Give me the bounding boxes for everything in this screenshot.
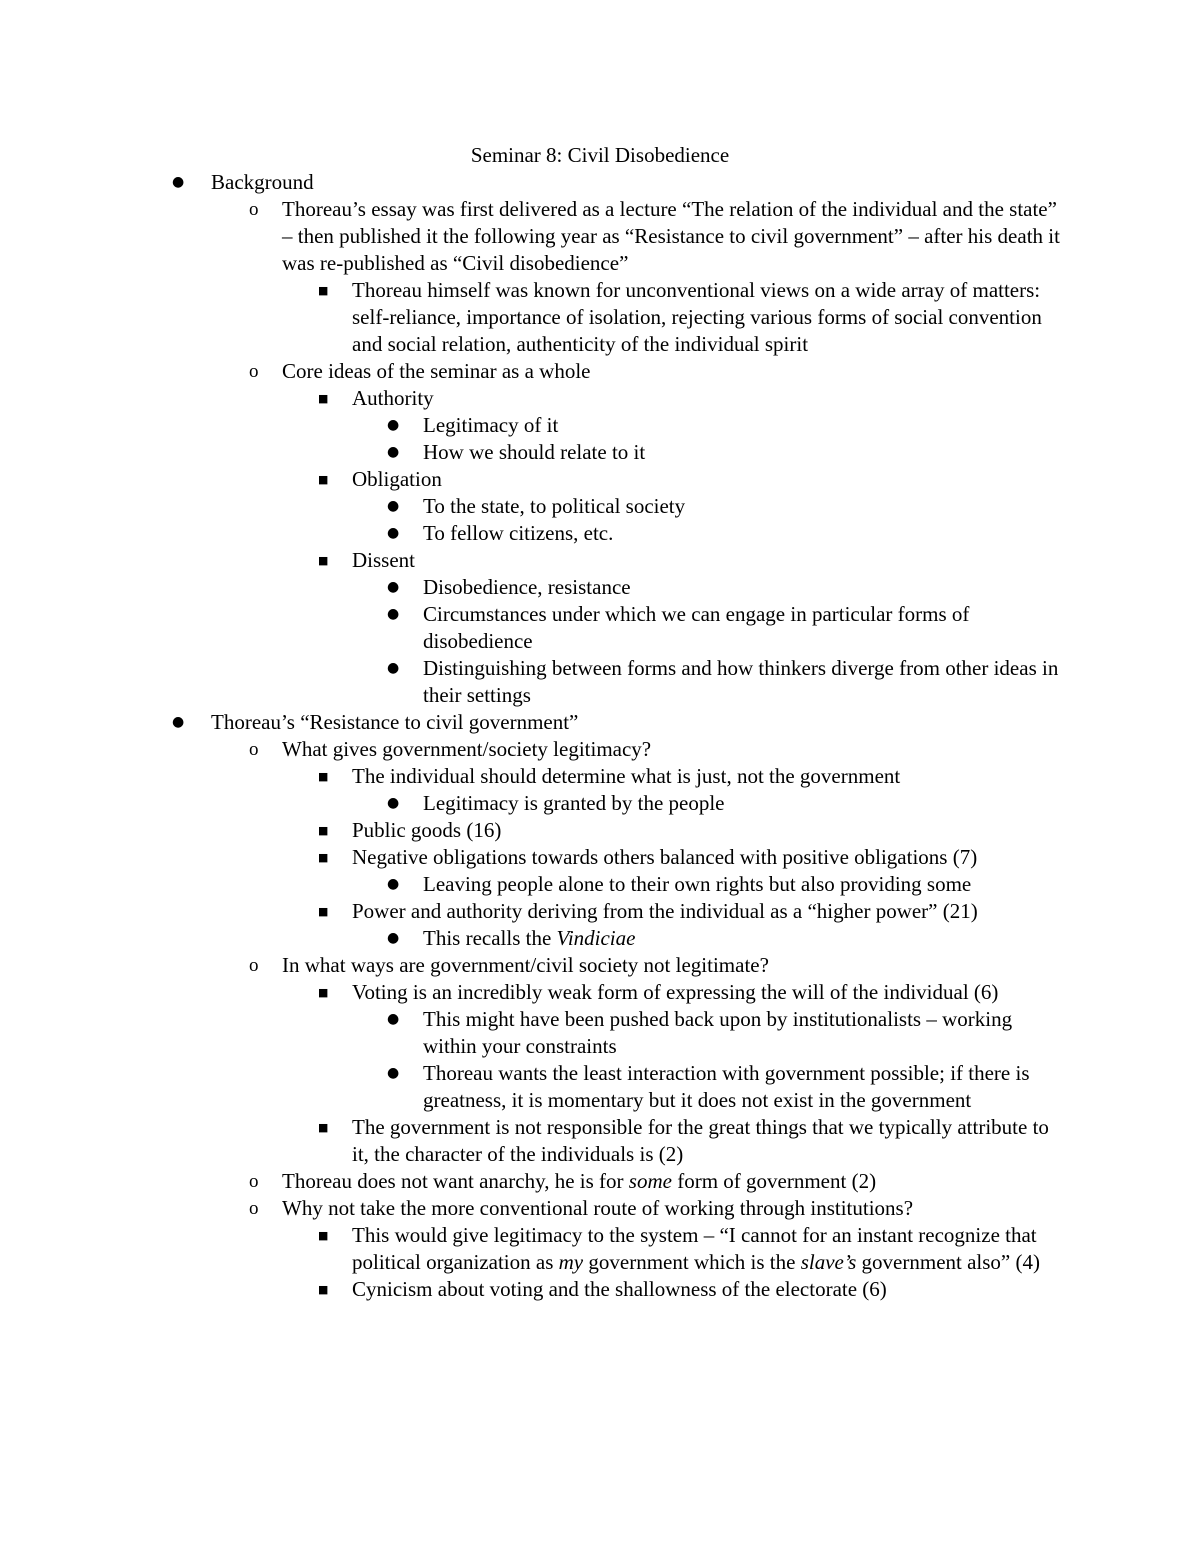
- item-text: Distinguishing between forms and how thinkers diverge from other ideas in their settings: [423, 656, 1059, 707]
- outline-subitem: [0, 574, 1200, 601]
- outline-list: [0, 169, 1200, 1303]
- item-text: The individual should determine what is just, not the government: [352, 764, 901, 788]
- text-run: This would give legitimacy to the system – “I cannot for an instant recognize that political organization as: [352, 1223, 1037, 1274]
- outline-subitem: [0, 1276, 1200, 1303]
- outline-subitem: [0, 412, 1200, 439]
- text-run: This recalls the: [423, 926, 557, 950]
- text-run: Thoreau does not want anarchy, he is for: [282, 1169, 629, 1193]
- bullet-icon: ●: [387, 417, 400, 433]
- circle-bullet-icon: o: [249, 1171, 259, 1192]
- square-bullet-icon: ■: [318, 473, 329, 486]
- bullet-icon: ●: [387, 795, 400, 811]
- item-text: Thoreau’s “Resistance to civil government”: [211, 710, 579, 734]
- square-bullet-icon: ■: [318, 554, 329, 567]
- outline-subitem: [0, 979, 1200, 1114]
- square-bullet-icon: ■: [318, 284, 329, 297]
- bullet-icon: ●: [387, 930, 400, 946]
- document-title: Seminar 8: Civil Disobedience: [470, 143, 730, 167]
- italic-text: slave’s: [800, 1250, 857, 1274]
- outline-subitem: [0, 196, 1200, 358]
- outline-subitem: [0, 1060, 1200, 1114]
- outline-subitem: [0, 1114, 1200, 1168]
- bullet-icon: ●: [387, 660, 400, 676]
- item-text: Thoreau’s essay was first delivered as a lecture “The relation of the individual and the state” – then published it the following year as “Resistance to civil government” – after his death it was re-published as “Civil disobedience”: [282, 197, 1060, 275]
- outline-subitem: [0, 817, 1200, 844]
- bullet-icon: ●: [387, 498, 400, 514]
- outline-subitem: [0, 925, 1200, 952]
- circle-bullet-icon: o: [249, 199, 259, 220]
- outline-subitem: [0, 1222, 1200, 1276]
- italic-text: Vindiciae: [556, 926, 636, 950]
- text-run: government also” (4): [856, 1250, 1040, 1274]
- outline-subitem: [0, 871, 1200, 898]
- square-bullet-icon: ■: [318, 986, 329, 999]
- italic-text: some: [628, 1169, 672, 1193]
- outline-subitem: [0, 601, 1200, 655]
- outline-subitem: [0, 898, 1200, 952]
- outline-subitem: [0, 736, 1200, 952]
- outline-subitem: [0, 790, 1200, 817]
- bullet-icon: ●: [172, 714, 185, 730]
- item-text: [352, 1222, 1062, 1276]
- item-text: In what ways are government/civil society not legitimate?: [282, 953, 769, 977]
- item-text: Authority: [352, 386, 434, 410]
- outline-subitem: [0, 277, 1200, 358]
- item-text: Circumstances under which we can engage in particular forms of disobedience: [423, 602, 970, 653]
- bullet-icon: ●: [387, 606, 400, 622]
- outline-subitem: [0, 1006, 1200, 1060]
- circle-bullet-icon: o: [249, 1198, 259, 1219]
- item-text: Leaving people alone to their own rights but also providing some: [423, 872, 972, 896]
- outline-item-resistance: [0, 709, 1200, 1303]
- item-text: [423, 925, 1063, 952]
- item-text: The government is not responsible for the great things that we typically attribute to it, the character of the individuals is (2): [352, 1115, 1049, 1166]
- bullet-icon: ●: [387, 525, 400, 541]
- item-text: Core ideas of the seminar as a whole: [282, 359, 591, 383]
- item-text: Negative obligations towards others balanced with positive obligations (7): [352, 845, 978, 869]
- item-text: How we should relate to it: [423, 440, 646, 464]
- item-text: Voting is an incredibly weak form of expressing the will of the individual (6): [352, 980, 999, 1004]
- outline-subitem: [0, 547, 1200, 709]
- outline-subitem: [0, 358, 1200, 709]
- outline-subitem: [0, 466, 1200, 547]
- item-text: Legitimacy is granted by the people: [423, 791, 725, 815]
- outline-subitem: [0, 520, 1200, 547]
- outline-subitem: [0, 844, 1200, 898]
- outline-subitem: [0, 655, 1200, 709]
- square-bullet-icon: ■: [318, 770, 329, 783]
- outline-item-background: [0, 169, 1200, 709]
- item-text: Power and authority deriving from the individual as a “higher power” (21): [352, 899, 978, 923]
- item-text: To fellow citizens, etc.: [423, 521, 614, 545]
- square-bullet-icon: ■: [318, 824, 329, 837]
- bullet-icon: ●: [387, 1011, 400, 1027]
- item-text: Thoreau himself was known for unconventional views on a wide array of matters: self-reliance, importance of isolation, rejecting various forms of social convention and social relation, authenticity of the individual spirit: [352, 278, 1042, 356]
- square-bullet-icon: ■: [318, 905, 329, 918]
- item-text: Cynicism about voting and the shallowness of the electorate (6): [352, 1277, 887, 1301]
- bullet-icon: ●: [172, 174, 185, 190]
- item-text: [282, 1168, 1062, 1195]
- item-text: This might have been pushed back upon by institutionalists – working within your constraints: [423, 1007, 1013, 1058]
- text-run: form of government (2): [671, 1169, 877, 1193]
- item-text: Dissent: [352, 548, 415, 572]
- item-text: Obligation: [352, 467, 442, 491]
- bullet-icon: ●: [387, 876, 400, 892]
- item-text: Why not take the more conventional route of working through institutions?: [282, 1196, 914, 1220]
- square-bullet-icon: ■: [318, 1229, 329, 1242]
- circle-bullet-icon: o: [249, 955, 259, 976]
- item-text: To the state, to political society: [423, 494, 686, 518]
- outline-subitem: [0, 493, 1200, 520]
- item-text: What gives government/society legitimacy?: [282, 737, 652, 761]
- item-text: Disobedience, resistance: [423, 575, 631, 599]
- outline-subitem: [0, 385, 1200, 466]
- circle-bullet-icon: o: [249, 739, 259, 760]
- square-bullet-icon: ■: [318, 851, 329, 864]
- text-run: government which is the: [583, 1250, 801, 1274]
- item-text: Thoreau wants the least interaction with government possible; if there is greatness, it is momentary but it does not exist in the government: [423, 1061, 1030, 1112]
- outline-subitem: [0, 439, 1200, 466]
- bullet-icon: ●: [387, 1065, 400, 1081]
- square-bullet-icon: ■: [318, 392, 329, 405]
- circle-bullet-icon: o: [249, 361, 259, 382]
- outline-subitem: [0, 1168, 1200, 1195]
- bullet-icon: ●: [387, 579, 400, 595]
- item-text: Public goods (16): [352, 818, 502, 842]
- italic-text: my: [558, 1250, 584, 1274]
- item-text: Legitimacy of it: [423, 413, 559, 437]
- item-text: Background: [211, 170, 314, 194]
- outline-subitem: [0, 763, 1200, 817]
- outline-subitem: [0, 952, 1200, 1168]
- outline-subitem: [0, 1195, 1200, 1303]
- bullet-icon: ●: [387, 444, 400, 460]
- square-bullet-icon: ■: [318, 1283, 329, 1296]
- square-bullet-icon: ■: [318, 1121, 329, 1134]
